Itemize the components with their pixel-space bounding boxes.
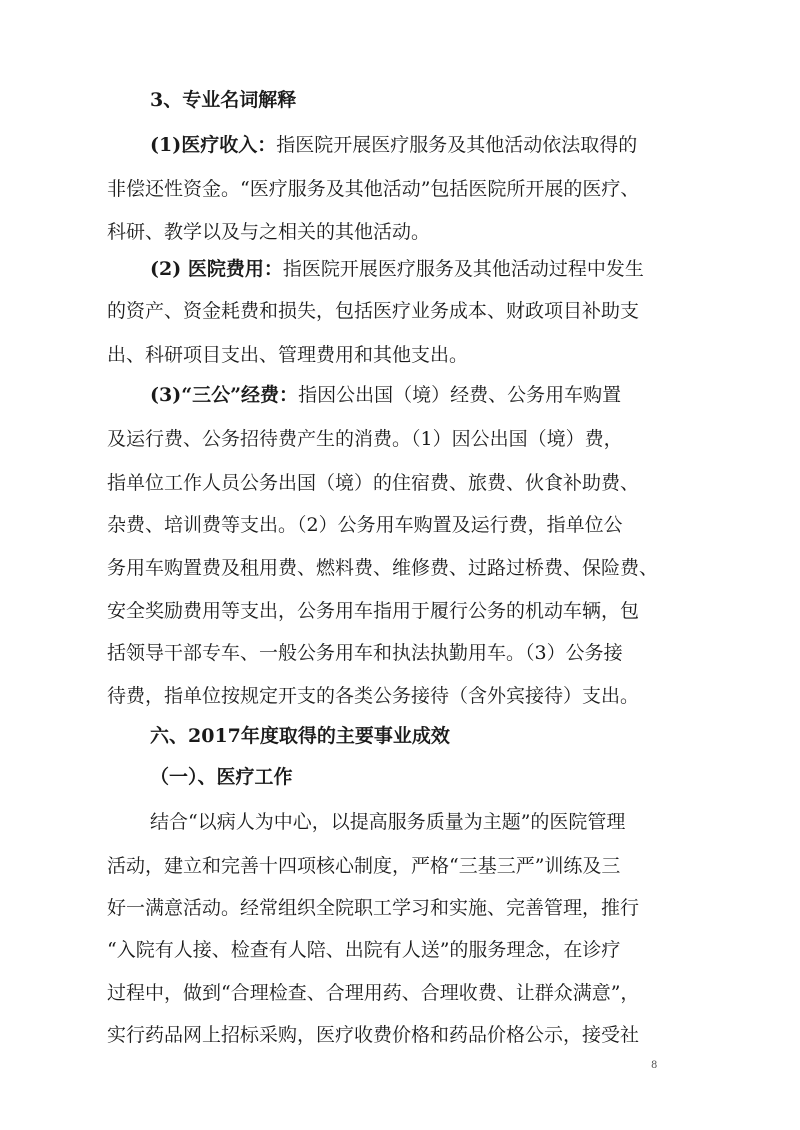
- para4-line3: 好一满意活动。经常组织全院职工学习和实施、完善管理，推行: [107, 897, 640, 919]
- para3-line5: 务用车购置费及租用费、燃料费、维修费、过路过桥费、保险费、: [107, 557, 659, 579]
- para3-line6: 安全奖励费用等支出，公务用车指用于履行公务的机动车辆，包: [107, 600, 640, 622]
- para2-line3: 出、科研项目支出、管理费用和其他支出。: [107, 344, 469, 366]
- para3-line1: [150, 383, 621, 407]
- para3-line3: 指单位工作人员公务出国（境）的住宿费、旅费、伙食补助费、: [107, 472, 640, 494]
- para4-line2: 活动，建立和完善十四项核心制度，严格“三基三严”训练及三: [107, 855, 621, 877]
- para3-line2: 及运行费、公务招待费产生的消费。（1）因公出国（境）费，: [107, 428, 623, 450]
- para3-line8: 待费，指单位按规定开支的各类公务接待（含外宾接待）支出。: [107, 685, 640, 707]
- para2-text1: 指医院开展医疗服务及其他活动过程中发生: [282, 258, 644, 280]
- para3-line4: 杂费、培训费等支出。（2）公务用车购置及运行费，指单位公: [107, 514, 623, 536]
- section-6-heading: 六、2017年度取得的主要事业成效: [150, 725, 450, 747]
- para1-text1: 指医院开展医疗服务及其他活动依法取得的: [276, 134, 638, 156]
- term-hospital-expense: (2) 医院费用：: [150, 258, 283, 280]
- subsection-1-heading: （一）、医疗工作: [150, 766, 293, 788]
- para3-text1: 指因公出国（境）经费、公务用车购置: [298, 384, 622, 406]
- para4-line5: 过程中，做到“合理检查、合理用药、合理收费、让群众满意”，: [107, 982, 640, 1004]
- para2-line1: [150, 257, 644, 281]
- term-medical-income: (1)医疗收入：: [150, 134, 277, 156]
- para3-line7: 括领导干部专车、一般公务用车和执法执勤用车。（3）公务接: [107, 642, 623, 664]
- page-number: 8: [651, 1060, 658, 1071]
- para1-line1: [150, 133, 637, 157]
- para4-line1: 结合“以病人为中心，以提高服务质量为主题”的医院管理: [150, 811, 626, 833]
- para4-line6: 实行药品网上招标采购，医疗收费价格和药品价格公示，接受社: [107, 1024, 640, 1046]
- para1-line2: 非偿还性资金。“医疗服务及其他活动”包括医院所开展的医疗、: [107, 178, 640, 200]
- para1-line3: 科研、教学以及与之相关的其他活动。: [107, 221, 431, 243]
- term-three-public: (3)“三公”经费：: [150, 384, 299, 406]
- para4-line4: “入院有人接、检查有人陪、出院有人送”的服务理念，在诊疗: [107, 939, 621, 961]
- para2-line2: 的资产、资金耗费和损失，包括医疗业务成本、财政项目补助支: [107, 300, 640, 322]
- section-3-heading: 3、专业名词解释: [150, 89, 297, 111]
